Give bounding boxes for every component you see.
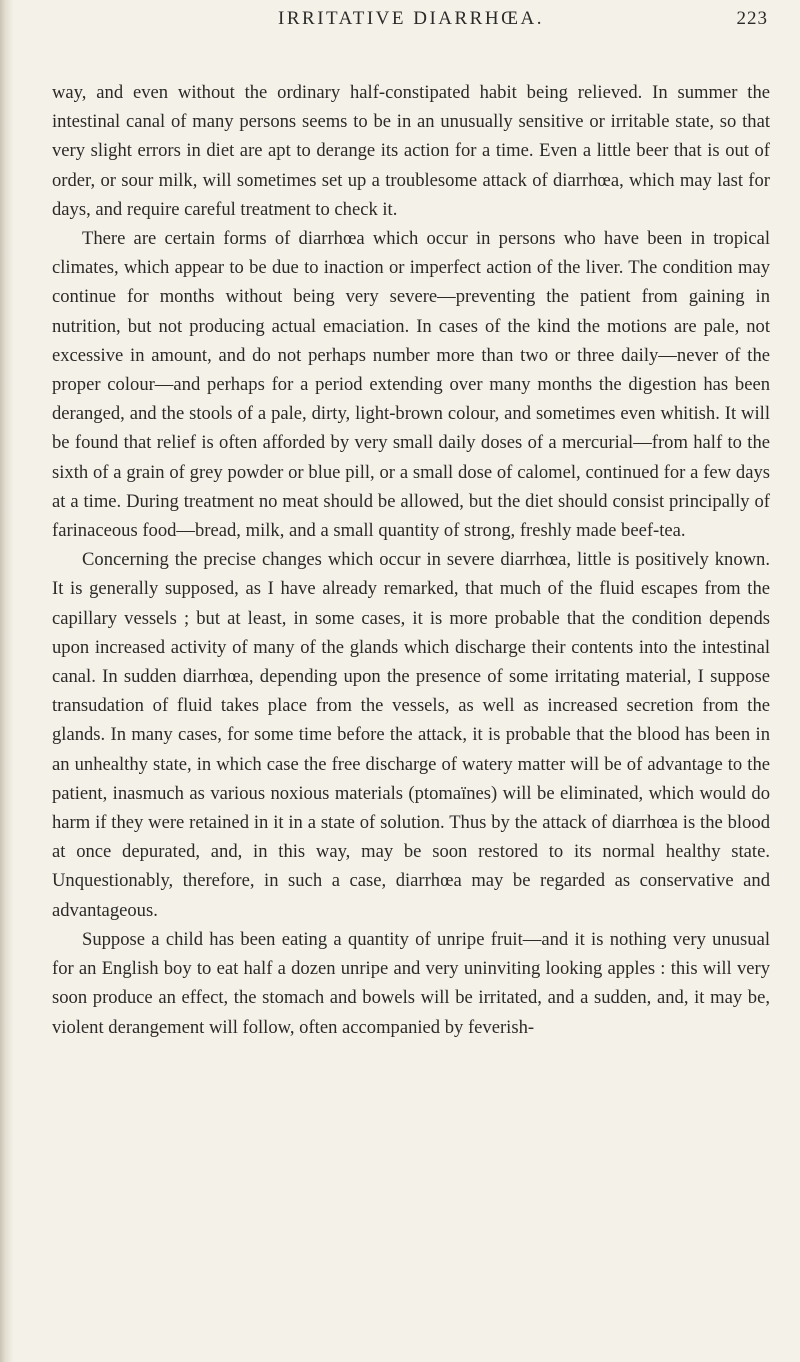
running-head xyxy=(52,0,770,46)
paragraph-severe-diarrhoea: Concerning the precise changes which occur in severe diarrhœa, little is positively known. It is generally supposed, as I have already remarked, that much of the fluid escapes from the capillary vessels ; but at least, in some cases, it is more probable that the condition depends upon increased activity of many of the glands which discharge their contents into the intestinal canal. In sudden diarrhœa, depending upon the presence of some irritating material, I suppose transudation of fluid takes place from the vessels, as well as increased secretion from the glands. In many cases, for some time before the attack, it is probable that the blood has been in an unhealthy state, in which case the free discharge of watery matter will be of advantage to the patient, inasmuch as various noxious materials (ptomaïnes) will be eliminated, which would do harm if they were retained in it in a state of solution. Thus by the attack of diarrhœa is the blood at once depurated, and, in this way, may be soon restored to its normal healthy state. Unquestionably, therefore, in such a case, diarrhœa may be regarded as conservative and advantageous. xyxy=(52,549,770,921)
book-page xyxy=(52,0,770,1038)
paragraph-continuation: way, and even without the ordinary half-constipated habit being relieved. In summer the intestinal canal of many persons seems to be in an unusually sensitive or irritable state, so that very slight errors in diet are apt to derange its action for a time. Even a little beer that is out of order, or sour milk, will sometimes set up a troublesome attack of diarrhœa, which may last for days, and require careful treatment to check it. xyxy=(52,82,770,220)
body-text xyxy=(52,78,770,1042)
paragraph-tropical-diarrhoea: There are certain forms of diarrhœa which occur in persons who have been in tropical climates, which appear to be due to inaction or imperfect action of the liver. The condition may continue for months without being very severe—preventing the patient from gaining in nutrition, but not producing actual emaciation. In cases of the kind the motions are pale, not excessive in amount, and do not perhaps number more than two or three daily—never of the proper colour—and perhaps for a period extending over many months the digestion has been deranged, and the stools of a pale, dirty, light-brown colour, and sometimes even whitish. It will be found that relief is often afforded by very small daily doses of a mercurial—from half to the sixth of a grain of grey powder or blue pill, or a small dose of calomel, continued for a few days at a time. During treatment no meat should be allowed, but the diet should consist principally of farinaceous food—bread, milk, and a small quantity of strong, freshly made beef-tea. xyxy=(52,228,770,542)
chapter-title: IRRITATIVE DIARRHŒA. xyxy=(278,8,544,29)
page-gutter-shadow xyxy=(0,0,14,1362)
page-number: 223 xyxy=(736,8,768,29)
paragraph-unripe-fruit: Suppose a child has been eating a quantity of unripe fruit—and it is nothing very unusual for an English boy to eat half a dozen unripe and very uninviting looking apples : this will very soon produce an effect, the stomach and bowels will be irritated, and a sudden, and, it may be, violent derangement will follow, often accompanied by feverish- xyxy=(52,928,770,1038)
